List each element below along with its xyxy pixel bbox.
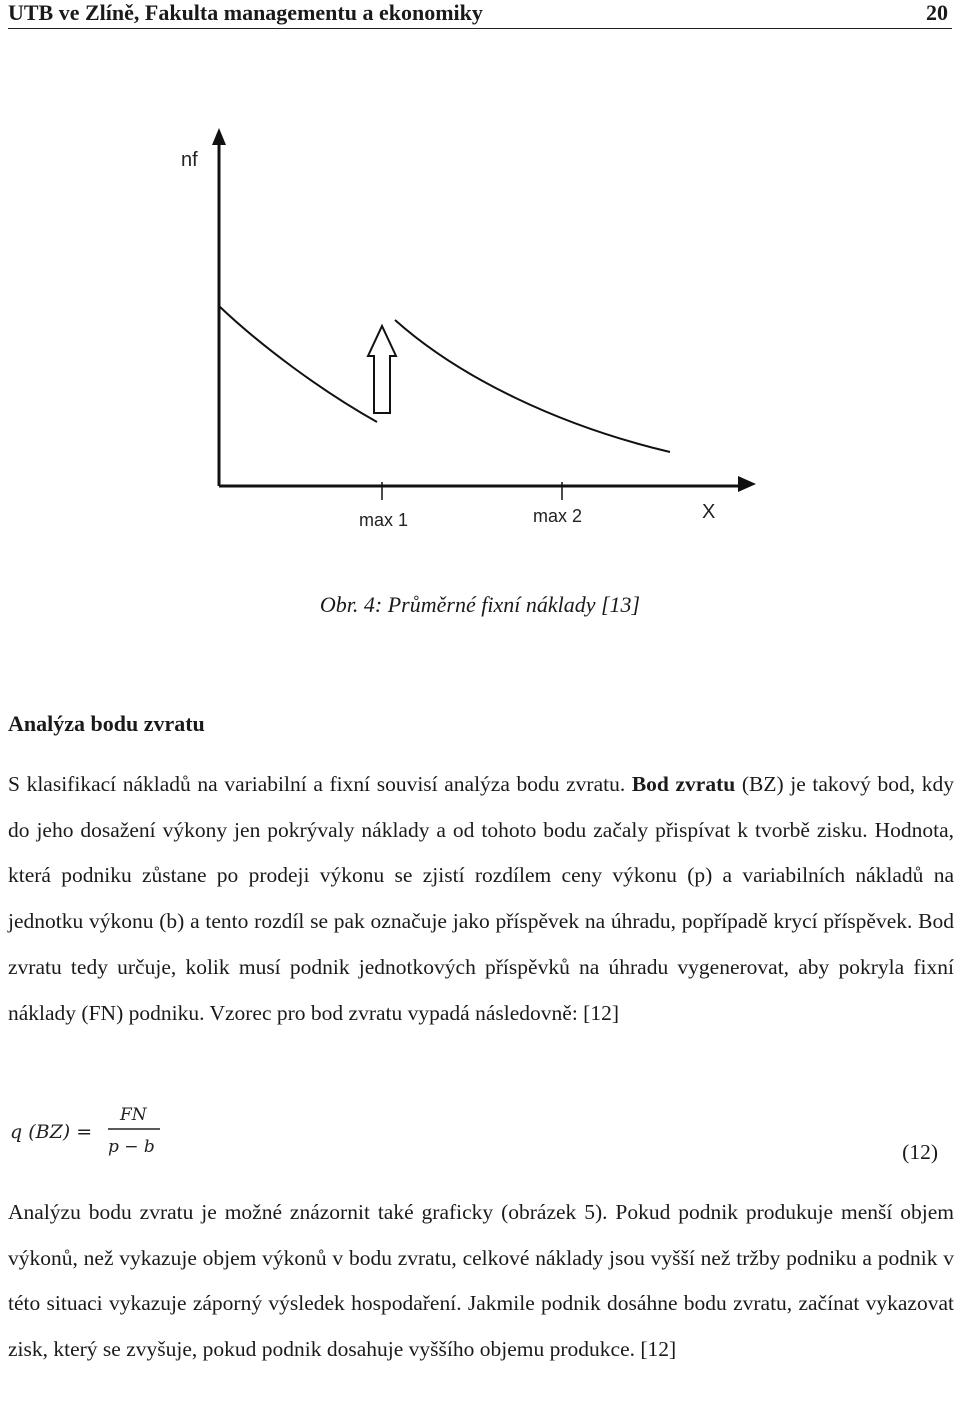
y-axis-arrow [212, 128, 226, 145]
formula-numerator: FN [120, 1105, 147, 1125]
section-heading: Analýza bodu zvratu [8, 711, 205, 736]
shift-up-arrow-icon [368, 326, 396, 413]
page-number: 20 [926, 0, 948, 25]
tick-label-max1: max 1 [359, 510, 409, 530]
figure-caption: Obr. 4: Průměrné fixní náklady [13] [319, 592, 641, 617]
paragraph-intro [8, 762, 954, 1036]
header-title: UTB ve Zlíně, Fakulta managementu a ekonomiky [8, 0, 483, 25]
average-fixed-cost-figure [0, 0, 960, 560]
formula-lhs: q (BZ) = [10, 1121, 93, 1143]
cost-curve-segment-1 [219, 306, 377, 422]
y-axis-label: nf [181, 149, 198, 171]
paragraph-intro-bold: Bod zvratu [631, 772, 736, 796]
cost-curve-segment-2 [395, 320, 670, 452]
paragraph-graphical: Analýzu bodu zvratu je možné znázornit také graficky (obrázek 5). Pokud podnik produkuje menší objem výkonů, než vykazuje objem výkonů v bodu zvratu, celkové náklady jsou vyšší než tržby podniku a podnik v této situaci vykazuje záporný výsledek hospodaření. Jakmile podnik dosáhne bodu zvratu, začínat vykazovat zisk, který se zvyšuje, pokud podnik dosahuje vyššího objemu produkce. [12] [8, 1200, 954, 1362]
x-axis-arrow [738, 476, 756, 492]
x-axis-label: X [702, 501, 716, 523]
equation-number: (12) [902, 1140, 938, 1164]
tick-label-max2: max 2 [533, 506, 583, 526]
paragraph-intro-part-b: (BZ) je takový bod, kdy do jeho dosažení výkony jen pokrývaly náklady a od tohoto bodu začaly přispívat k tvorbě zisku. Hodnota, která podniku zůstane po prodeji výkonu se zjistí rozdílem ceny výkonu (p) a variabilních nákladů na jednotku výkonu (b) a tento rozdíl se pak označuje jako příspěvek na úhradu, popřípadě krycí příspěvek. Bod zvratu tedy určuje, kolik musí podnik jednotkových příspěvků na úhradu vygenerovat, aby pokryla fixní náklady (FN) podniku. Vzorec pro bod zvratu vypadá následovně: [12] [8, 772, 954, 1025]
paragraph-intro-part-a: S klasifikací nákladů na variabilní a fixní souvisí analýza bodu zvratu. [8, 772, 632, 796]
formula-denominator: p − b [108, 1137, 155, 1157]
break-even-formula [10, 1100, 170, 1160]
